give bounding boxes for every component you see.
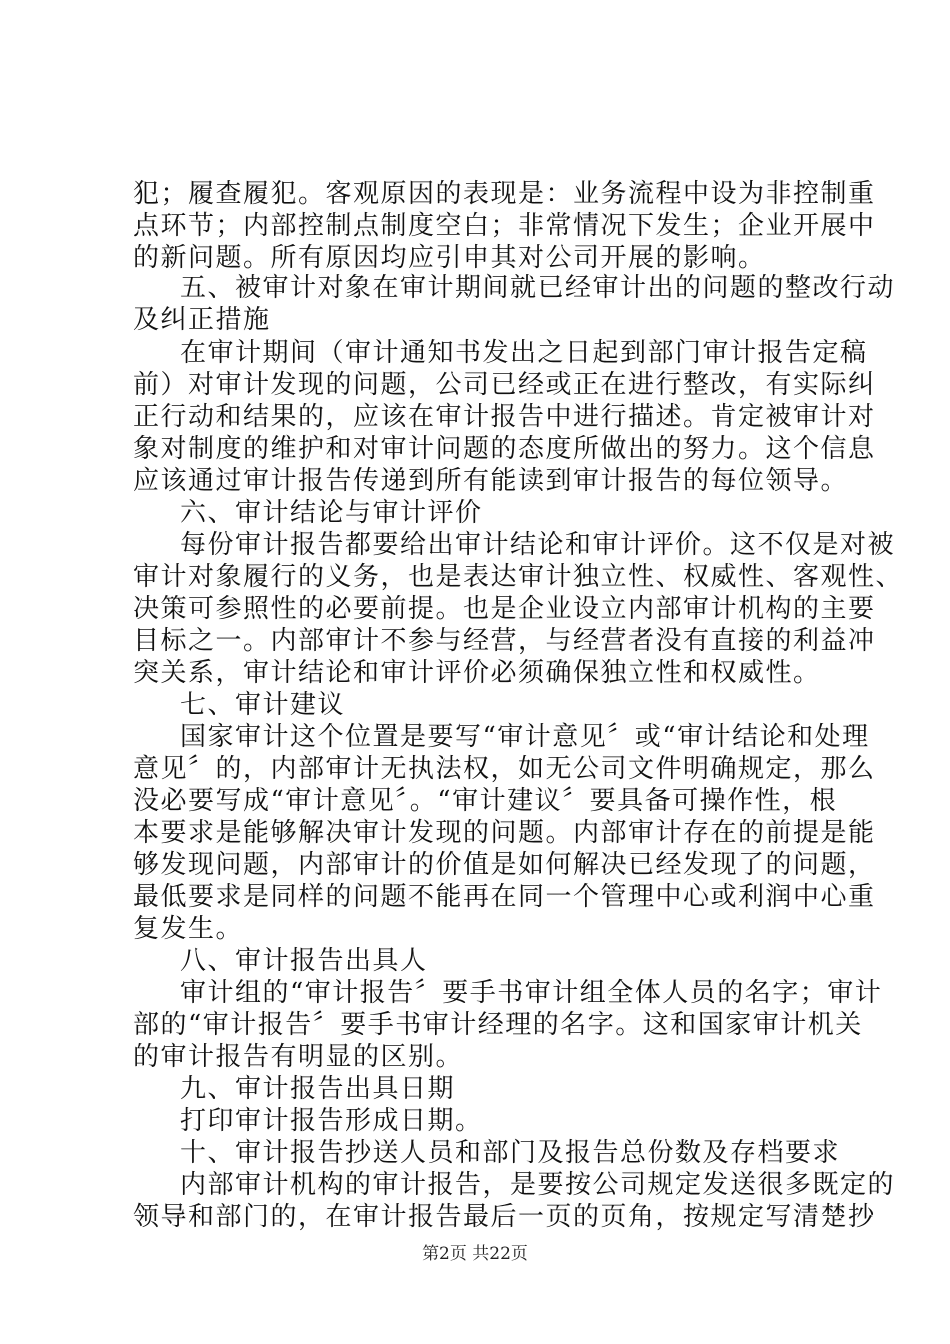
section-heading: 十、审计报告抄送人员和部门及报告总份数及存档要求 bbox=[180, 1138, 841, 1168]
text-line: 前）对审计发现的问题，公司已经或正在进行整改，有实际纠 bbox=[133, 370, 876, 400]
text-line: 的审计报告有明显的区别。 bbox=[133, 1042, 464, 1072]
text-line: 本要求是能够解决审计发现的问题。内部审计存在的前提是能 bbox=[133, 818, 876, 848]
text-line: 打印审计报告形成日期。 bbox=[180, 1106, 483, 1136]
section-heading: 九、审计报告出具日期 bbox=[180, 1074, 456, 1104]
text-line: 审计组的“审计报告〞要手书审计组全体人员的名字；审计 bbox=[180, 978, 883, 1008]
page-footer: 第2页 共22页 bbox=[422, 1244, 528, 1264]
text-line: 国家审计这个位置是要写“审计意见〞或“审计结论和处理 bbox=[180, 722, 870, 752]
text-line: 的新问题。所有原因均应引申其对公司开展的影响。 bbox=[133, 243, 766, 273]
text-line: 没必要写成“审计意见〞。“审计建议〞要具备可操作性，根 bbox=[133, 786, 838, 816]
section-heading: 八、审计报告出具人 bbox=[180, 946, 428, 976]
text-line: 应该通过审计报告传递到所有能读到审计报告的每位领导。 bbox=[133, 466, 849, 496]
text-line: 内部审计机构的审计报告，是要按公司规定发送很多既定的 bbox=[180, 1170, 896, 1200]
text-line: 审计对象履行的义务，也是表达审计独立性、权威性、客观性、 bbox=[133, 562, 904, 592]
text-line: 点环节；内部控制点制度空白；非常情况下发生；企业开展中 bbox=[133, 211, 876, 241]
section-heading: 五、被审计对象在审计期间就已经审计出的问题的整改行动 bbox=[180, 273, 896, 303]
text-line: 决策可参照性的必要前提。也是企业设立内部审计机构的主要 bbox=[133, 594, 876, 624]
section-heading: 六、审计结论与审计评价 bbox=[180, 498, 483, 528]
text-line: 每份审计报告都要给出审计结论和审计评价。这不仅是对被 bbox=[180, 530, 896, 560]
text-line: 领导和部门的，在审计报告最后一页的页角，按规定写清楚抄 bbox=[133, 1202, 876, 1232]
text-line: 象对制度的维护和对审计问题的态度所做出的努力。这个信息 bbox=[133, 434, 876, 464]
text-line: 目标之一。内部审计不参与经营，与经营者没有直接的利益冲 bbox=[133, 626, 876, 656]
text-line: 犯；履查履犯。客观原因的表现是：业务流程中设为非控制重 bbox=[133, 179, 876, 209]
text-line: 正行动和结果的，应该在审计报告中进行描述。肯定被审计对 bbox=[133, 402, 876, 432]
text-line: 最低要求是同样的问题不能再在同一个管理中心或利润中心重 bbox=[133, 882, 876, 912]
text-line: 部的“审计报告〞要手书审计经理的名字。这和国家审计机关 bbox=[133, 1010, 863, 1040]
text-line: 突关系，审计结论和审计评价必须确保独立性和权威性。 bbox=[133, 658, 821, 688]
text-line: 意见〞的，内部审计无执法权，如无公司文件明确规定，那么 bbox=[133, 754, 876, 784]
text-line: 复发生。 bbox=[133, 914, 244, 944]
text-line: 够发现问题，内部审计的价值是如何解决已经发现了的问题， bbox=[133, 850, 876, 880]
section-heading: 七、审计建议 bbox=[180, 690, 346, 720]
section-heading-continued: 及纠正措施 bbox=[133, 305, 271, 335]
text-line: 在审计期间（审计通知书发出之日起到部门审计报告定稿 bbox=[180, 338, 868, 368]
